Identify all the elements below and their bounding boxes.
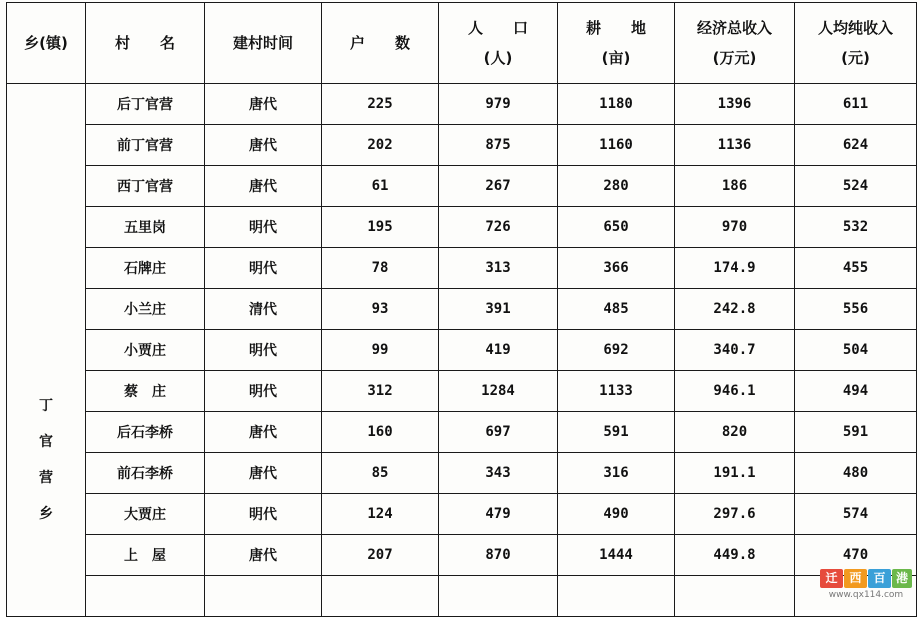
farmland-value: 280 (558, 166, 675, 207)
farmland-value: 485 (558, 289, 675, 330)
header-per-capita-income: 人均纯收入 (元) (795, 3, 917, 84)
township-cell (7, 84, 86, 617)
founded-era: 明代 (205, 494, 322, 535)
table-row (7, 207, 917, 248)
total-income-value: 1396 (675, 84, 795, 125)
per-capita-value: 504 (795, 330, 917, 371)
cutoff-cell (439, 576, 558, 617)
farmland-value: 692 (558, 330, 675, 371)
table-row (7, 166, 917, 207)
per-capita-value: 574 (795, 494, 917, 535)
table-row (7, 453, 917, 494)
header-founded: 建村时间 (205, 3, 322, 84)
farmland-value: 1180 (558, 84, 675, 125)
table-row (7, 412, 917, 453)
population-value: 391 (439, 289, 558, 330)
farmland-value: 1133 (558, 371, 675, 412)
cutoff-cell (205, 576, 322, 617)
population-value: 1284 (439, 371, 558, 412)
households-value: 78 (322, 248, 439, 289)
founded-era: 唐代 (205, 453, 322, 494)
per-capita-value: 591 (795, 412, 917, 453)
households-value: 93 (322, 289, 439, 330)
population-value: 479 (439, 494, 558, 535)
founded-era: 明代 (205, 248, 322, 289)
households-value: 61 (322, 166, 439, 207)
total-income-value: 449.8 (675, 535, 795, 576)
total-income-value: 242.8 (675, 289, 795, 330)
watermark-badge: 西 (844, 569, 867, 588)
households-value: 195 (322, 207, 439, 248)
population-value: 875 (439, 125, 558, 166)
watermark-badge: 迁 (820, 569, 843, 588)
farmland-value: 1160 (558, 125, 675, 166)
table-row-cutoff (7, 576, 917, 617)
cutoff-cell (86, 576, 205, 617)
village-statistics-table (6, 2, 917, 617)
village-name: 五里岗 (86, 207, 205, 248)
farmland-value: 1444 (558, 535, 675, 576)
population-value: 419 (439, 330, 558, 371)
per-capita-value: 494 (795, 371, 917, 412)
founded-era: 唐代 (205, 125, 322, 166)
village-name: 后丁官营 (86, 84, 205, 125)
households-value: 160 (322, 412, 439, 453)
total-income-value: 820 (675, 412, 795, 453)
farmland-value: 650 (558, 207, 675, 248)
village-name: 上 屋 (86, 535, 205, 576)
farmland-value: 316 (558, 453, 675, 494)
total-income-value: 970 (675, 207, 795, 248)
per-capita-value: 556 (795, 289, 917, 330)
farmland-value: 490 (558, 494, 675, 535)
village-name: 大贾庄 (86, 494, 205, 535)
cutoff-cell (675, 576, 795, 617)
households-value: 202 (322, 125, 439, 166)
per-capita-value: 611 (795, 84, 917, 125)
village-name: 前丁官营 (86, 125, 205, 166)
per-capita-value: 624 (795, 125, 917, 166)
table-row (7, 535, 917, 576)
total-income-value: 946.1 (675, 371, 795, 412)
founded-era: 明代 (205, 330, 322, 371)
township-name: 丁官营乡 (39, 398, 53, 522)
farmland-value: 591 (558, 412, 675, 453)
cutoff-cell (322, 576, 439, 617)
population-value: 313 (439, 248, 558, 289)
watermark-url: www.qx114.com (828, 590, 904, 600)
founded-era: 唐代 (205, 84, 322, 125)
table-row (7, 125, 917, 166)
founded-era: 唐代 (205, 535, 322, 576)
households-value: 225 (322, 84, 439, 125)
village-name: 蔡 庄 (86, 371, 205, 412)
households-value: 85 (322, 453, 439, 494)
table-row (7, 289, 917, 330)
households-value: 207 (322, 535, 439, 576)
table-header-row (7, 3, 917, 84)
per-capita-value: 455 (795, 248, 917, 289)
founded-era: 唐代 (205, 412, 322, 453)
total-income-value: 297.6 (675, 494, 795, 535)
table-row (7, 494, 917, 535)
households-value: 99 (322, 330, 439, 371)
table-row (7, 330, 917, 371)
total-income-value: 340.7 (675, 330, 795, 371)
population-value: 979 (439, 84, 558, 125)
table-row (7, 248, 917, 289)
header-farmland: 耕 地 (亩) (558, 3, 675, 84)
village-name: 西丁官营 (86, 166, 205, 207)
per-capita-value: 470 (795, 535, 917, 576)
header-households: 户 数 (322, 3, 439, 84)
table-body (7, 84, 917, 617)
village-name: 后石李桥 (86, 412, 205, 453)
site-watermark (820, 569, 912, 607)
table-row (7, 371, 917, 412)
header-population: 人 口 (人) (439, 3, 558, 84)
per-capita-value: 524 (795, 166, 917, 207)
table-row (7, 84, 917, 125)
total-income-value: 174.9 (675, 248, 795, 289)
population-value: 726 (439, 207, 558, 248)
households-value: 312 (322, 371, 439, 412)
founded-era: 清代 (205, 289, 322, 330)
population-value: 697 (439, 412, 558, 453)
total-income-value: 191.1 (675, 453, 795, 494)
per-capita-value: 480 (795, 453, 917, 494)
watermark-badge: 百 (868, 569, 891, 588)
village-name: 小兰庄 (86, 289, 205, 330)
village-name: 前石李桥 (86, 453, 205, 494)
cutoff-cell (558, 576, 675, 617)
watermark-badge: 港 (892, 569, 912, 588)
population-value: 343 (439, 453, 558, 494)
households-value: 124 (322, 494, 439, 535)
header-village-name: 村 名 (86, 3, 205, 84)
founded-era: 唐代 (205, 166, 322, 207)
header-total-income: 经济总收入 (万元) (675, 3, 795, 84)
founded-era: 明代 (205, 371, 322, 412)
farmland-value: 366 (558, 248, 675, 289)
total-income-value: 186 (675, 166, 795, 207)
population-value: 267 (439, 166, 558, 207)
village-name: 石牌庄 (86, 248, 205, 289)
total-income-value: 1136 (675, 125, 795, 166)
village-name: 小贾庄 (86, 330, 205, 371)
per-capita-value: 532 (795, 207, 917, 248)
population-value: 870 (439, 535, 558, 576)
founded-era: 明代 (205, 207, 322, 248)
header-township: 乡(镇) (7, 3, 86, 84)
